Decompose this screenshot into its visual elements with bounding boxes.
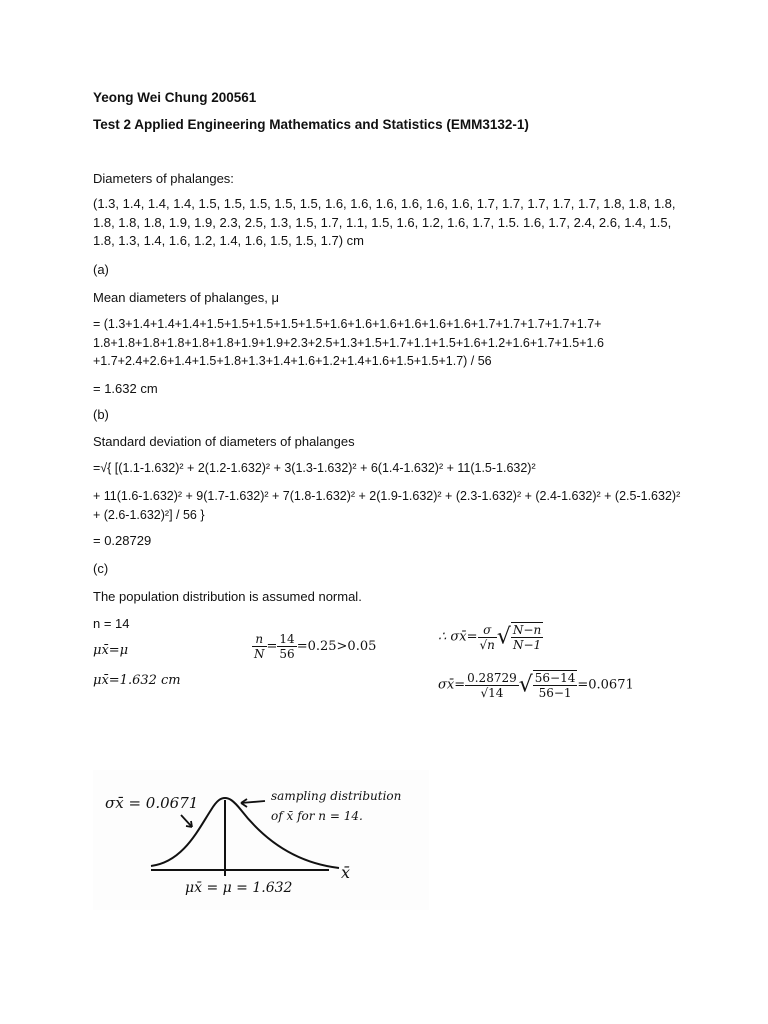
sketch-mean-label: μx̄ = μ = 1.632 xyxy=(185,880,293,896)
sigma-over-sqrt-n: $\frac{\sigma}{√n}$ xyxy=(479,622,495,652)
sketch-svg xyxy=(93,770,429,910)
sketch-axis-label: x̄ xyxy=(341,863,351,882)
part-c-label: (c) xyxy=(93,561,109,576)
part-b-label: (b) xyxy=(93,407,109,422)
part-b-result: = 0.28729 xyxy=(93,533,152,548)
sigma-calc-fraction: $\frac{0.28729}{√14}$ xyxy=(467,670,517,700)
part-c-n: n = 14 xyxy=(93,616,130,631)
data-heading: Diameters of phalanges: xyxy=(93,171,234,186)
sigma-calc-fpc: $\frac{56-14}{56-1}$ xyxy=(534,671,576,700)
ratio-n-over-N: $\frac{n}{N}$ xyxy=(254,632,265,661)
part-c-mu-line1: μx̄=μ xyxy=(93,643,129,658)
part-a-label: (a) xyxy=(93,262,109,277)
sketch-sigma-label: σx̄ = 0.0671 xyxy=(105,794,199,812)
part-a-heading: Mean diameters of phalanges, μ xyxy=(93,290,279,305)
ratio-values: $\frac{14}{56}$ xyxy=(279,632,295,661)
part-a-result: = 1.632 cm xyxy=(93,381,158,396)
sketch-annotation-2: of x̄ for n = 14. xyxy=(271,809,363,823)
ratio-expression: $\frac{n}{N}$ = $\frac{14}{56}$ =0.25>0.05 xyxy=(254,632,377,661)
author-line: Yeong Wei Chung 200561 xyxy=(93,90,257,105)
data-values: (1.3, 1.4, 1.4, 1.4, 1.5, 1.5, 1.5, 1.5, 1.5, 1.6, 1.6, 1.6, 1.6, 1.6, 1.6, 1.7, 1.7, 1.7, 1.7, 1.7, 1.8, 1.8, 1.8, 1.8, 1.8, 1.8, 1.9, 1.9, 2.3, 2.5, 1.3, 1.5, 1.7, 1.1, 1.5, 1.6, 1.2, 1.6, 1.7, 1.5. 1.6, 1.7, 2.4, 2.6, 1.4, 1.5, 1.8, 1.3, 1.4, 1.6, 1.2, 1.4, 1.6, 1.5, 1.5, 1.7) cm xyxy=(93,196,676,248)
part-b-heading: Standard deviation of diameters of phalanges xyxy=(93,434,355,449)
fpc-fraction: $\frac{N-n}{N-1}$ xyxy=(512,623,542,652)
part-c-mu-line2: μx̄=1.632 cm xyxy=(93,673,181,688)
sigma-calculation: σx̄= $\frac{0.28729}{√14}$ √ $\frac{56-14}{56-1}$ =0.0671 xyxy=(438,670,634,700)
part-b-line2: + 11(1.6-1.632)² + 9(1.7-1.632)² + 7(1.8-1.632)² + 2(1.9-1.632)² + (2.3-1.632)² + (2.4-1.632)² + (2.5-1.632)² + (2.6-1.632)²] / 56 } xyxy=(93,489,681,522)
sigma-formula: ∴ σx̄= $\frac{\sigma}{√n}$ √ $\frac{N-n}{N-1}$ xyxy=(438,622,542,652)
sketch-annotation-1: sampling distribution xyxy=(271,789,402,803)
part-a-sum: = (1.3+1.4+1.4+1.4+1.5+1.5+1.5+1.5+1.5+1.6+1.6+1.6+1.6+1.6+1.6+1.7+1.7+1.7+1.7+1.7+ 1.8+1.8+1.8+1.8+1.8+1.8+1.9+1.9+2.3+2.5+1.3+1.5+1.7+1.1+1.5+1.6+1.2+1.6+1.7+1.5+1.6 +1.7+2.4+2.6+1.4+1.5+1.8+1.3+1.4+1.6+1.2+1.4+1.6+1.5+1.5+1.7) / 56 xyxy=(93,317,604,368)
test-title: Test 2 Applied Engineering Mathematics and Statistics (EMM3132-1) xyxy=(93,117,529,132)
sampling-distribution-sketch xyxy=(93,770,429,910)
part-c-statement: The population distribution is assumed normal. xyxy=(93,589,362,604)
part-b-line1: =√{ [(1.1-1.632)² + 2(1.2-1.632)² + 3(1.3-1.632)² + 6(1.4-1.632)² + 11(1.5-1.632)² xyxy=(93,461,536,475)
